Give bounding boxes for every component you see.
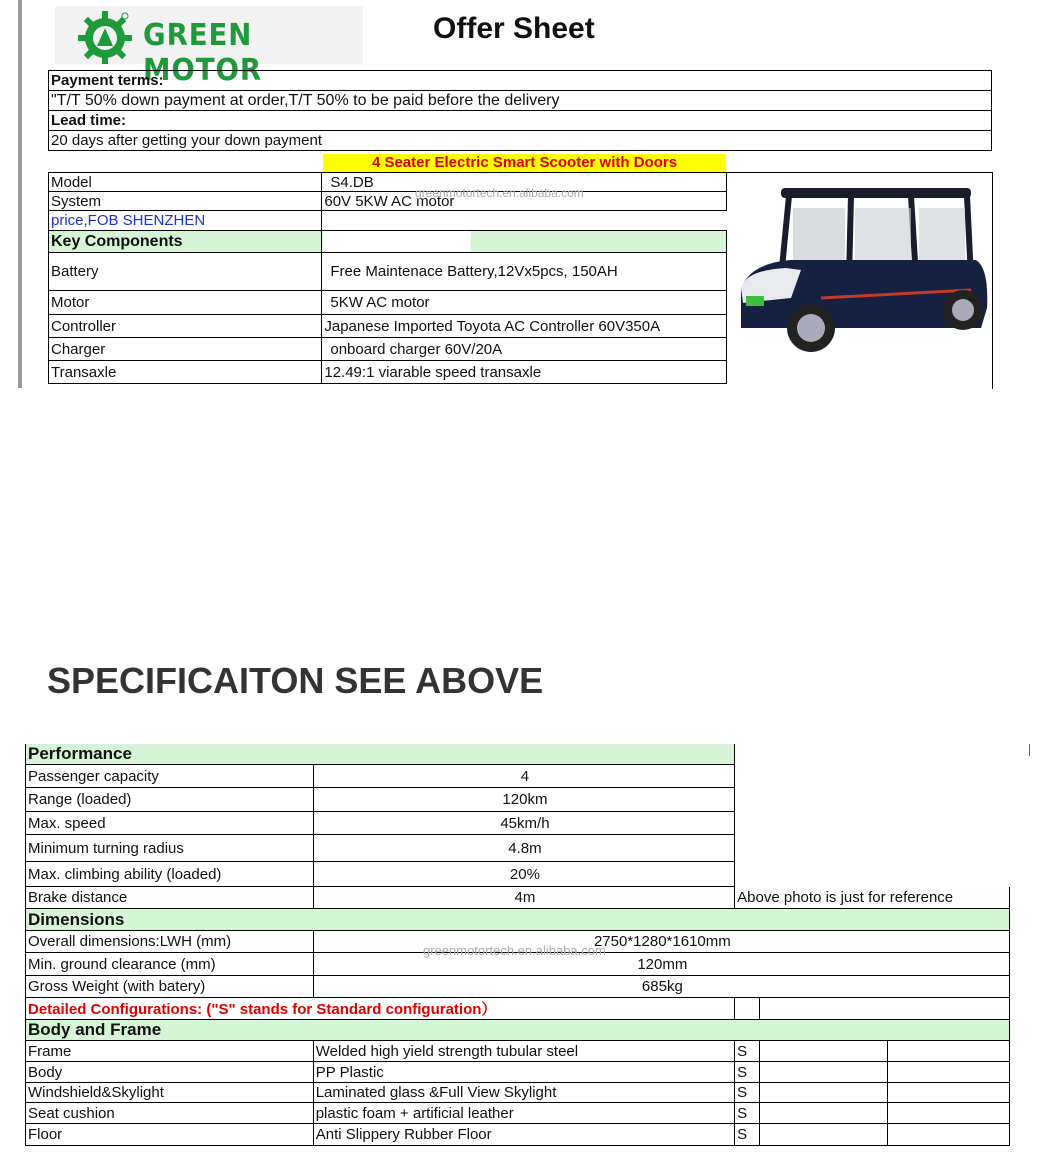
section-dimensions: Dimensions xyxy=(26,909,1010,931)
spec-label: Floor xyxy=(26,1124,314,1146)
spec-value: 2750*1280*1610mm xyxy=(313,931,1009,953)
empty-cell xyxy=(888,1124,1010,1146)
component-label: Battery xyxy=(49,253,322,291)
spec-label: Frame xyxy=(26,1041,314,1062)
spec-label: Min. ground clearance (mm) xyxy=(26,953,314,976)
gear-logo-icon xyxy=(75,8,137,64)
payment-terms-value: "T/T 50% down payment at order,T/T 50% to be paid before the delivery xyxy=(49,91,992,111)
empty-cell xyxy=(888,1041,1010,1062)
spec-value: 45km/h xyxy=(313,812,734,835)
section-body-frame: Body and Frame xyxy=(26,1020,1010,1041)
empty-cell xyxy=(888,1062,1010,1083)
price-value xyxy=(322,211,727,231)
component-value: 5KW AC motor xyxy=(322,291,727,315)
config-note: Detailed Configurations: ("S" stands for Standard configuration） xyxy=(26,998,735,1020)
spec-value: 4.8m xyxy=(313,835,734,862)
component-label: Charger xyxy=(49,338,322,361)
logo-text: GREEN MOTOR xyxy=(143,18,263,88)
spec-value: 4 xyxy=(313,765,734,788)
spec-label: Gross Weight (with batery) xyxy=(26,976,314,998)
payment-terms-label: Payment terms: xyxy=(49,71,992,91)
empty-cell xyxy=(760,1062,888,1083)
component-value: onboard charger 60V/20A xyxy=(322,338,727,361)
spec-value: 120km xyxy=(313,788,734,812)
photo-area xyxy=(735,744,1010,765)
spec-label: Range (loaded) xyxy=(26,788,314,812)
spec-value: 20% xyxy=(313,862,734,887)
spec-label: Windshield&Skylight xyxy=(26,1083,314,1103)
spec-label: Max. climbing ability (loaded) xyxy=(26,862,314,887)
component-label: Motor xyxy=(49,291,322,315)
lead-time-value: 20 days after getting your down payment xyxy=(49,131,992,151)
key-components-bar xyxy=(322,231,727,253)
component-value: Free Maintenace Battery,12Vx5pcs, 150AH xyxy=(322,253,727,291)
empty-cell xyxy=(888,1083,1010,1103)
component-label: Transaxle xyxy=(49,361,322,384)
terms-table xyxy=(48,70,992,151)
config-empty-cell xyxy=(760,998,1010,1020)
spec-value: 4m xyxy=(313,887,734,909)
spec-value: Welded high yield strength tubular steel xyxy=(313,1041,734,1062)
empty-cell xyxy=(760,1083,888,1103)
lead-time-label: Lead time: xyxy=(49,111,992,131)
spec-value: 685kg xyxy=(313,976,1009,998)
model-value: S4.DB xyxy=(322,173,727,192)
spec-label: Body xyxy=(26,1062,314,1083)
photo-area xyxy=(735,862,1010,887)
left-margin-bar xyxy=(18,0,22,388)
spec-label: Passenger capacity xyxy=(26,765,314,788)
photo-note: Above photo is just for reference xyxy=(735,887,1010,909)
spec-label: Minimum turning radius xyxy=(26,835,314,862)
photo-area xyxy=(735,765,1010,788)
spec-value: Anti Slippery Rubber Floor xyxy=(313,1124,734,1146)
spec-flag: S xyxy=(735,1062,760,1083)
spec-label: Max. speed xyxy=(26,812,314,835)
spec-flag: S xyxy=(735,1124,760,1146)
key-components-label: Key Components xyxy=(49,231,322,253)
system-label: System xyxy=(49,192,322,211)
section-performance: Performance xyxy=(26,744,735,765)
system-value: 60V 5KW AC motor xyxy=(322,192,727,211)
price-label: price,FOB SHENZHEN xyxy=(49,211,322,231)
photo-area xyxy=(735,788,1010,812)
empty-cell xyxy=(888,1103,1010,1124)
watermark: greenmotortech.en.alibaba.com xyxy=(423,943,606,958)
model-label: Model xyxy=(49,173,322,192)
spec-label: Brake distance xyxy=(26,887,314,909)
component-label: Controller xyxy=(49,315,322,338)
photo-area xyxy=(735,812,1010,835)
product-title: 4 Seater Electric Smart Scooter with Doors xyxy=(323,154,726,172)
watermark: greenmotortech.en.alibaba.com xyxy=(415,186,584,200)
page-title: Offer Sheet xyxy=(433,12,595,45)
empty-cell xyxy=(760,1124,888,1146)
spec-label: Seat cushion xyxy=(26,1103,314,1124)
car-photo xyxy=(731,178,993,378)
photo-area xyxy=(735,835,1010,862)
spec-value: Laminated glass &Full View Skylight xyxy=(313,1083,734,1103)
component-value: Japanese Imported Toyota AC Controller 60V350A xyxy=(322,315,727,338)
spec-heading: SPECIFICAITON SEE ABOVE xyxy=(47,660,544,701)
spec-flag: S xyxy=(735,1103,760,1124)
spec-flag: S xyxy=(735,1083,760,1103)
spec-value: plastic foam + artificial leather xyxy=(313,1103,734,1124)
spec-value: PP Plastic xyxy=(313,1062,734,1083)
page-edge-mark xyxy=(1029,744,1030,756)
components-table xyxy=(48,172,727,384)
empty-cell xyxy=(760,1103,888,1124)
spec-value: 120mm xyxy=(313,953,1009,976)
spec-flag: S xyxy=(735,1041,760,1062)
spec-label: Overall dimensions:LWH (mm) xyxy=(26,931,314,953)
component-value: 12.49:1 viarable speed transaxle xyxy=(322,361,727,384)
config-flag-cell xyxy=(735,998,760,1020)
empty-cell xyxy=(760,1041,888,1062)
